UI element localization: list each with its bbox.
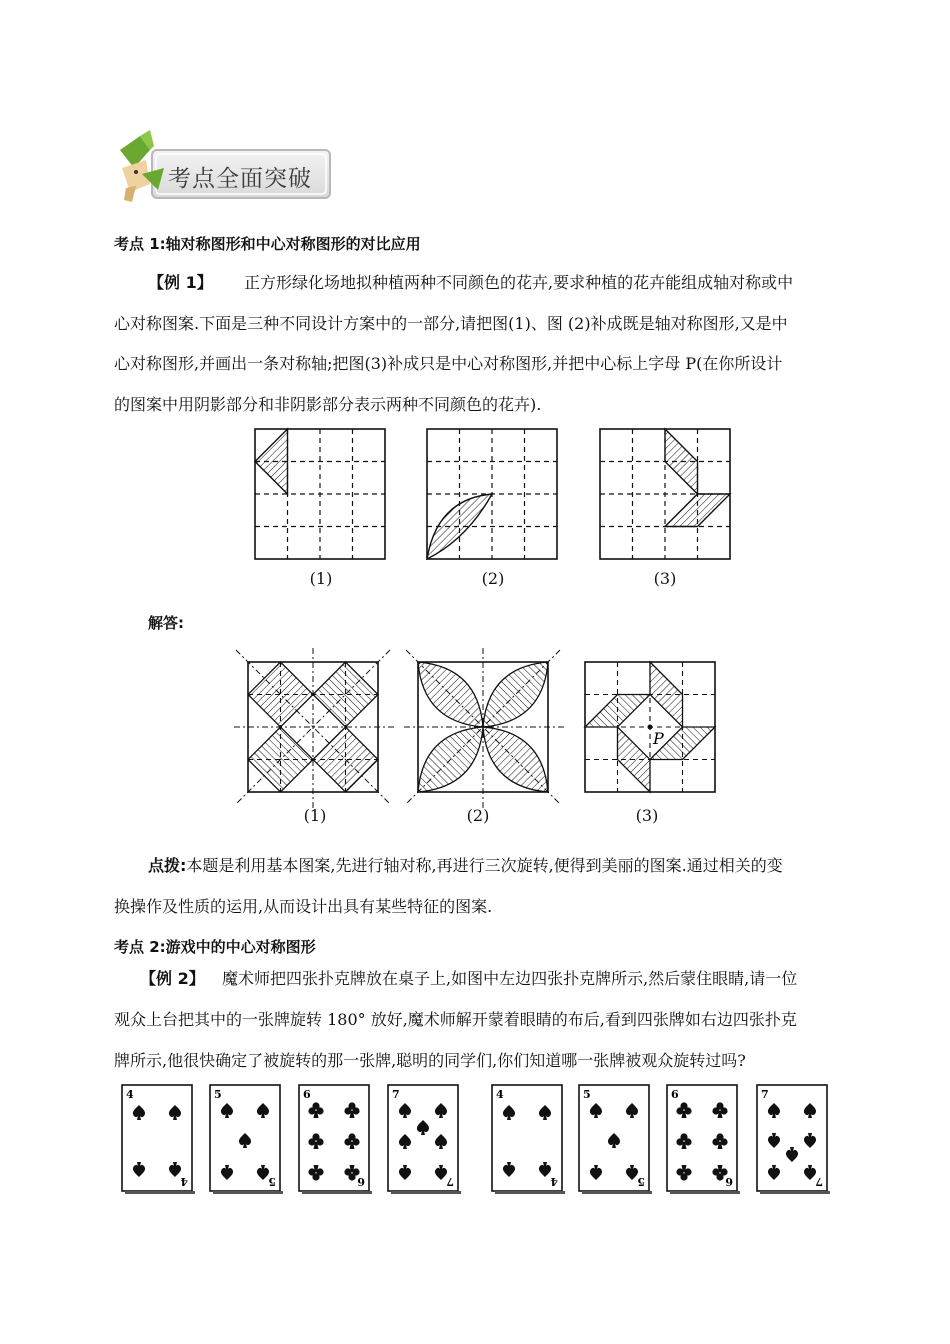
example1-line-3: 心对称图形,并画出一条对称轴;把图(3)补成只是中心对称图形,并把中心标上字母 P(在你所设计 xyxy=(114,354,783,373)
answer-caption-1: (1) xyxy=(303,806,327,825)
example1-line-2: 心对称图案.下面是三种不同设计方案中的一部分,请把图(1)、图 (2)补成既是轴对称图形,又是中 xyxy=(114,314,788,333)
example1-line-1: 正方形绿化场地拟种植两种不同颜色的花卉,要求种植的花卉能组成轴对称或中 xyxy=(244,273,794,292)
card-rank-bottom: 6 xyxy=(725,1175,733,1188)
example2-line-2: 观众上台把其中的一张牌旋转 180° 放好,魔术师解开蒙着眼睛的布后,看到四张牌如右边四张扑克 xyxy=(114,1010,797,1029)
card-rank-bottom: 4 xyxy=(180,1175,188,1188)
left-card-5 xyxy=(210,1085,283,1194)
question-caption-2: (2) xyxy=(481,569,505,588)
card-rank-bottom: 5 xyxy=(268,1175,276,1188)
right-card-4 xyxy=(492,1085,565,1194)
answer-figures xyxy=(228,646,728,830)
question-figure-3 xyxy=(600,429,730,559)
card-rank-top: 6 xyxy=(303,1088,311,1101)
banner-title: 考点全面突破 xyxy=(168,166,312,192)
card-rank-top: 5 xyxy=(214,1088,222,1101)
card-rank-top: 7 xyxy=(392,1088,400,1101)
right-card-5 xyxy=(579,1085,652,1194)
hint-line-1: 本题是利用基本图案,先进行轴对称,再进行三次旋转,便得到美丽的图案.通过相关的变 xyxy=(186,856,783,875)
card-rank-top: 5 xyxy=(583,1088,591,1101)
card-rank-bottom: 4 xyxy=(550,1175,558,1188)
example1-line-4: 的图案中用阴影部分和非阴影部分表示两种不同颜色的花卉). xyxy=(114,395,542,414)
example1-label: 【例 1】 xyxy=(148,273,213,292)
answer-caption-2: (2) xyxy=(466,806,490,825)
answer-figure-3 xyxy=(585,662,715,792)
hint-line-2: 换操作及性质的运用,从而设计出具有某些特征的图案. xyxy=(114,897,493,916)
question-caption-1: (1) xyxy=(309,569,333,588)
card-rank-top: 4 xyxy=(126,1088,134,1101)
section1-heading: 考点 1:轴对称图形和中心对称图形的对比应用 xyxy=(114,235,421,253)
answer-caption-3: (3) xyxy=(635,806,659,825)
center-point-label: P xyxy=(653,729,664,748)
question-figure-1 xyxy=(255,429,385,559)
card-rank-top: 7 xyxy=(761,1088,769,1101)
card-rank-bottom: 5 xyxy=(637,1175,645,1188)
section2-heading: 考点 2:游戏中的中心对称图形 xyxy=(114,938,316,956)
example2-line-3: 牌所示,他很快确定了被旋转的那一张牌,聪明的同学们,你们知道哪一张牌被观众旋转过吗? xyxy=(114,1051,746,1070)
answer-label: 解答: xyxy=(148,614,184,632)
right-card-7 xyxy=(757,1085,830,1194)
right-card-6 xyxy=(667,1085,740,1194)
left-card-6 xyxy=(299,1085,372,1194)
card-rank-top: 4 xyxy=(496,1088,504,1101)
card-rank-bottom: 6 xyxy=(357,1175,365,1188)
question-caption-3: (3) xyxy=(653,569,677,588)
card-rank-top: 6 xyxy=(671,1088,679,1101)
example2-line-1: 魔术师把四张扑克牌放在桌子上,如图中左边四张扑克牌所示,然后蒙住眼睛,请一位 xyxy=(222,969,798,988)
left-card-7 xyxy=(388,1085,461,1194)
hint-label: 点拨: xyxy=(148,856,187,875)
question-figure-2 xyxy=(427,429,557,559)
card-rank-bottom: 7 xyxy=(815,1175,823,1188)
answer-figure-1 xyxy=(234,648,394,808)
playing-cards-figure xyxy=(112,1080,842,1200)
card-rank-bottom: 7 xyxy=(446,1175,454,1188)
answer-figure-2 xyxy=(404,648,564,808)
left-card-4 xyxy=(122,1085,195,1194)
example2-label: 【例 2】 xyxy=(140,969,205,988)
question-figures xyxy=(250,424,740,564)
